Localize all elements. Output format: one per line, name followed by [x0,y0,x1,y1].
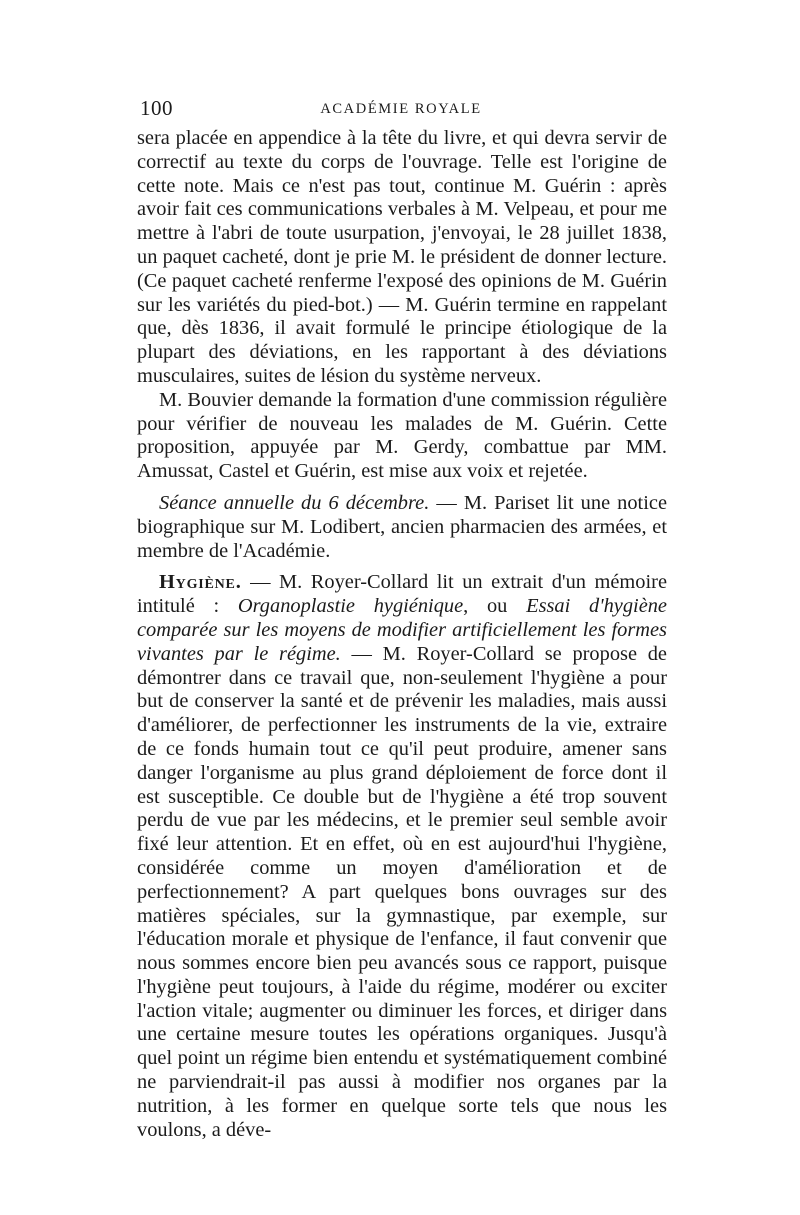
paragraph-guerin-note [137,127,667,389]
body-text [137,127,667,1142]
paragraph-text: — M. Pariset lit une notice biographique sur M. Lodibert, ancien pharmacien des armées, et membre de l'Académie. [137,491,667,562]
section-heading-hygiene: Hygiène. [159,571,242,594]
paragraph-text: — M. Royer-Collard se propose de démontrer dans ce travail que, non-seulement l'hygiène a pour but de conserver la santé et de prévenir les maladies, mais aussi d'améliorer, de perfectionner les instruments de la vie, extraire de ce fonds humain tout ce qu'il peut produire, amener sans danger l'organisme au plus grand déploiement de force dont il est susceptible. Ce double but de l'hygiène a été trop souvent perdu de vue par les médecins, et le premier seul semble avoir fixé leur attention. Et en effet, où en est aujourd'hui l'hygiène, considérée comme un moyen d'amélioration et de perfectionnement? A part quelques bons ouvrages sur des matières spéciales, sur la gymnastique, par exemple, sur l'éducation morale et physique de l'enfance, il faut convenir que nous sommes encore bien peu avancés sous ce rapport, puisque l'hygiène peut toujours, à l'aide du régime, modérer ou exciter l'action vitale; augmenter ou diminuer les forces, et diriger dans une certaine mesure toutes les opérations organiques. Jusqu'à quel point un régime bien entendu et systématiquement combiné ne parviendrait-il pas aussi à modifier nos organes par la nutrition, à les former en quelque sorte tels que nous les voulons, a déve- [137,642,667,1141]
memoir-subtitle: Essai d'hygiène comparée sur les moyens de modifier artificiellement les formes vivantes par le régime. [137,595,667,665]
session-title: Séance annuelle du 6 décembre. [159,491,430,514]
paragraph-text: , ou [463,595,527,618]
paragraph-seance-annuelle [137,492,667,563]
paragraph-bouvier-commission [137,389,667,484]
paragraph-text: sera placée en appendice à la tête du livre, et qui devra servir de correctif au texte du corps de l'ouvrage. Telle est l'origine de cette note. Mais ce n'est pas tout, continue M. Guérin : après avoir fait ces communications verbales à M. Velpeau, et pour me mettre à l'abri de toute usurpation, j'envoyai, le 28 juillet 1838, un paquet cacheté, dont je prie M. le président de donner lecture. (Ce paquet cacheté renferme l'exposé des opinions de M. Guérin sur les variétés du pied-bot.) — M. Guérin termine en rappelant que, dès 1836, il avait formulé le principe étiologique de la plupart des déviations, en les rapportant à des déviations musculaires, suites de lésion du système nerveux. [137,127,667,387]
memoir-title: Organoplastie hygiénique [237,595,464,618]
page-number: 100 [140,96,173,120]
running-head-title: ACADÉMIE ROYALE [320,101,482,117]
paragraph-hygiene [137,571,667,1142]
paragraph-text: — M. Royer-Collard lit un extrait d'un mémoire intitulé : [137,571,667,618]
running-head [135,96,667,124]
paragraph-text: M. Bouvier demande la formation d'une commission régulière pour vérifier de nouveau les malades de M. Guérin. Cette proposition, appuyée par M. Gerdy, combattue par MM. Amussat, Castel et Guérin, est mise aux voix et rejetée. [137,388,667,483]
